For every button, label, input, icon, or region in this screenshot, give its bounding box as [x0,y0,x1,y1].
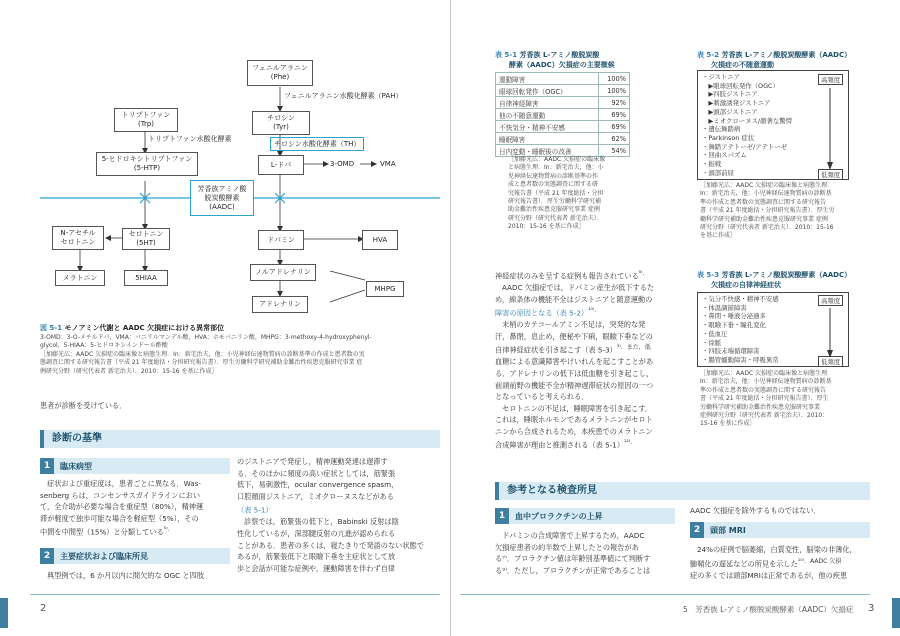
table-5-1 [495,72,630,157]
left-page-number: 2 [40,603,47,614]
table-row: 眼球回転発作（OGC） 100% [496,85,630,97]
subheading-clinical-type: 1 臨床病型 [40,458,230,474]
serotonin-box: セロトニン (5HT) [122,228,170,250]
trp-box: トリプトファン (Trp) [114,108,178,132]
high-frequency-label-5-3: 高頻度 [818,295,843,306]
list-item: ・舞踏アテトーゼ/アテトーゼ [702,142,787,151]
melatonin-box: メラトニン [55,270,105,286]
table-5-3-source: ［加藤光広：AADC 欠損症の臨床像と病態生理． In：新宅治夫，他：小児神経伝達物質病の診断基 準の作成と患者数の実態調査に関する研究報告 書（平成 21 年度総括・分担研究報告書）．厚生 労働科学研究補助金難治性疾患克服研究事業 症例研究分野（研究代表者 新宅治夫）．2010： 15-16 を基に作成］ [700,370,834,428]
list-item: ・遺伝舞踏病 [702,125,741,134]
list-item: ・鼻閉・唾液分泌過多 [702,312,766,321]
table-5-1-source: ［加藤光広：AADC 欠損症の臨床像 と病態生理．In：新宅治夫，他：小 児神経伝達物質病の診断基準の作 成と患者数の実態調査に関する研 究報告書（平成 21 年度総括・分担 研究報告書）．厚生労働科学研究補 助金難治性疾患克服研究事業 症例 研究分野（研究代表者 新宅治夫）． 2010：15-16 を基に作成］ [508,156,606,231]
pathophysiology-text: 神経症状のみを呈する症例も報告されている$^{^{8)}.}$ AADC 欠損症では，ドパミン産生が低下するた め，線条体の機能不全はジストニアと随意運動の 障害の原因となる（表 5-2）$^{^{10)}.}$ 末梢のカテコールアミン不足は，突発的な発 汗，鼻閉，息止め，便秘や下痢，眼瞼下垂などの 自律神経症状を引き起こす（表 5-3）$^{^{3)}.また,低}$ 血糖による意識障害やけいれんを起こすことがあ る．アドレナリンの低下は低血糖を引き起こし， 前頭前野の機能不全が精神遅滞症状の原因の一つ となっていると考えられる． セロトニンの不足は，睡眠障害を引き起こす． これは，睡眠ホルモンであるメラトニンがセロト ニンから合成されるため，本疾患でのメラトニン 合成障害が理由と推測される（表 5-1）$^{^{12)}.}$ [495,270,655,450]
subheading-prolactin: 1 血中プロラクチンの上昇 [495,508,675,524]
high-frequency-label-5-2: 高頻度 [818,74,843,85]
dopamine-box: ドパミン [258,230,304,250]
list-item: ・徐脈 [702,338,722,347]
list-item: ▶頭部ジストニア [702,107,758,116]
trp-enzyme-label: トリプトファン水酸化酵素 [148,135,232,143]
subheading-symptoms: 2 主要症状および臨床所見 [40,548,230,564]
section-heading-lab-findings: 参考となる検査所見 [495,482,870,500]
list-item: ▶四肢ジストニア [702,90,758,99]
n-acetyl-box: N-アセチル セロトニン [52,226,104,250]
list-item: ・回曲スパズム [702,151,747,160]
list-item: ・気分不快感・精神不安感 [702,295,779,303]
th-label: チロシン水酸化酵素（TH） [270,137,364,151]
list-item: ・四肢末端循環障害 [702,347,760,356]
list-item: ・ジストニア [702,73,740,81]
right-page-number: 3 [868,603,875,614]
footer-rule-right [460,594,870,595]
aadc-box: 芳香族アミノ酸 脱炭酸酵素 (AADC) [190,180,254,216]
table-row: 他の不随意運動 69% [496,109,630,121]
low-frequency-label-5-2: 低頻度 [818,169,843,180]
section-heading-diagnosis: 診断の基準 [40,430,440,448]
subheading-mri: 2 頭部 MRI [690,522,870,538]
htp-box: 5-ヒドロキシトリプトファン (5-HTP) [96,152,198,176]
figure-title: モノアミン代謝と AADC 欠損症における異常部位 [64,324,225,332]
clinical-type-text: 症状および重症度は，患者ごとに異なる．Was- senberg らは，コンセンサスガイドラインにおい て，全介助が必要な場合を重症型（80%），精神運 滞が軽度で独歩可能な場合を軽症型（5%），その 中間を中間型（15%）と分類している$^{^{6)}.}$ [40,479,204,537]
table-row: 自律神経障害 92% [496,97,630,109]
running-footer: 5 芳香族 L-アミノ酸脱炭酸酵素（AADC）欠損症 [683,605,854,614]
list-item: ・頭部前屈 [702,168,734,177]
table-row: 運動障害 100% [496,73,630,85]
table-5-2-title: 表 5-2 芳香族 L-アミノ酸脱炭酸酵素（AADC） 欠損症の不随意運動 [697,51,852,69]
list-item: ・腸管蠕動障害・呼吸異常 [702,355,779,364]
table-5-3-title: 表 5-3 芳香族 L-アミノ酸脱炭酸酵素（AADC） 欠損症の自律神経症状 [697,271,852,289]
right-margin-tab [892,598,900,628]
symptoms-text: 典型例では，6 か月以内に間欠的な OGC と四肢 [47,571,205,580]
left-margin-tab [0,598,8,628]
mri-text: 24%の症例で脳萎縮，白質変性，脳梁の非薄化， 髄鞘化の遅延などの所見を示した$^{^{10)}.AADC 欠損}$ 症の多くでは頭部MRIは正常であるが，他の疾患 [690,545,857,580]
footer-rule-left [30,594,440,595]
vma-label: VMA [380,160,396,168]
page-divider [450,0,451,636]
intro-line: 患者が診断を受けている． [40,401,127,410]
table-row: 不快気分・精神不安感 69% [496,121,630,133]
prolactin-text-cont: AADC 欠損症を除外するものではない． [690,506,821,515]
adrenaline-box: アドレナリン [252,296,308,313]
5hiaa-box: 5HIAA [124,270,168,286]
prolactin-text: ドパミンの合成障害で上昇するため，AADC 欠損症患者の約半数で上昇したとの報告があ る⁷⁾．プロラクチン値は年齢別基準値にて判断す る⁹⁾．ただし，プロラクチンが正常であることは [495,531,651,575]
frequency-arrow-5-3 [826,306,834,358]
omd-label: 3-OMD [330,160,355,168]
figure-number: 図 5-1 [40,324,63,332]
list-item: ・体温調節障害 [702,303,747,312]
list-item: ・Parkinson 症状 [702,133,755,142]
table-row: 日内変動・睡眠後の改善 54% [496,145,630,157]
noradrenaline-box: ノルアドレナリン [250,264,316,281]
pah-label: フェニルアラニン水酸化酵素（PAH） [284,92,403,100]
ldopa-box: L-ドパ [258,155,304,175]
list-item: ・振戦 [702,160,722,169]
low-frequency-label-5-3: 低頻度 [818,356,843,367]
list-item: ・低血圧 [702,329,728,338]
frequency-arrow-5-2 [826,84,834,170]
table-row: 睡眠障害 62% [496,133,630,145]
mhpg-box: MHPG [366,281,404,297]
list-item: ▶ミオクローヌス/顔著な驚愕 [702,116,793,125]
symptoms-text-col2: のジストニアで発症し，精神運動発達は遅滞す る．そのほかに頻度の高い症状としては，筋緊張 低下，易刺激性，ocular convergence spasm， 口腔顔面ジストニア，ミオクローヌスなどがある （表 5-1）． 診察では，筋緊張の低下と，Babinski 反射は陰 性化しているが，深部腱反射の亢進が認められる ことがある．患者の多くは，寝たきりで発語のない状態で あるが，筋緊張低下と眼瞼下垂を主症状として放 歩と会話が可能な症例や，運動障害を伴わず自律 [237,457,424,573]
table-5-2-source: ［加藤光広：AADC 欠損症の臨床像と病態生理． In：新宅治夫，他：小児神経伝達物質病の診断基 準の作成と患者数の実態調査に関する研究報告 書（平成 21 年度総括・分担研究報告書）．厚生労 働科学研究補助金難治性疾患克服研究事業 症例 研究分野（研究代表者 新宅治夫）．2010：15-16 を基に作成］ [700,182,835,240]
tyr-box: チロシン (Tyr) [252,111,310,135]
figure-caption-title [40,323,224,333]
hva-box: HVA [362,230,398,250]
phe-box: フェニルアラニン (Phe) [247,60,313,86]
list-item: ▶眼球回転発作（OGC） [702,81,779,90]
table-5-1-title: 表 5-1 芳香族 L-アミノ酸脱炭酸 酵素（AADC）欠損症の主要徴候 [495,51,615,69]
list-item: ・眼瞼下垂・瞳孔変化 [702,321,766,330]
list-item: ▶刺激誘発ジストニア [702,99,771,108]
figure-caption-body: 3-OMD：3-O-メチルドパ，VMA：バニリルマンデル酸，HVA：ホモバニリン酸，MHPG：3-methoxy-4-hydroxyphenyl- glycol，5-HIAA：5-ヒドロキシインドール酢酸 ［加藤光広：AADC 欠損症の臨床像と病態生理．In：新宅治夫，他：小児神経伝達物質病の診断基準の作成と患者数の実 態調査に関する研究報告書（平成 21 年度総括・分担研究報告書）．厚生労働科学研究補助金難治性疾患克服研究事業 症 例研究分野（研究代表者 新宅治夫）．2010：15-16 を基に作成］ [40,334,372,375]
